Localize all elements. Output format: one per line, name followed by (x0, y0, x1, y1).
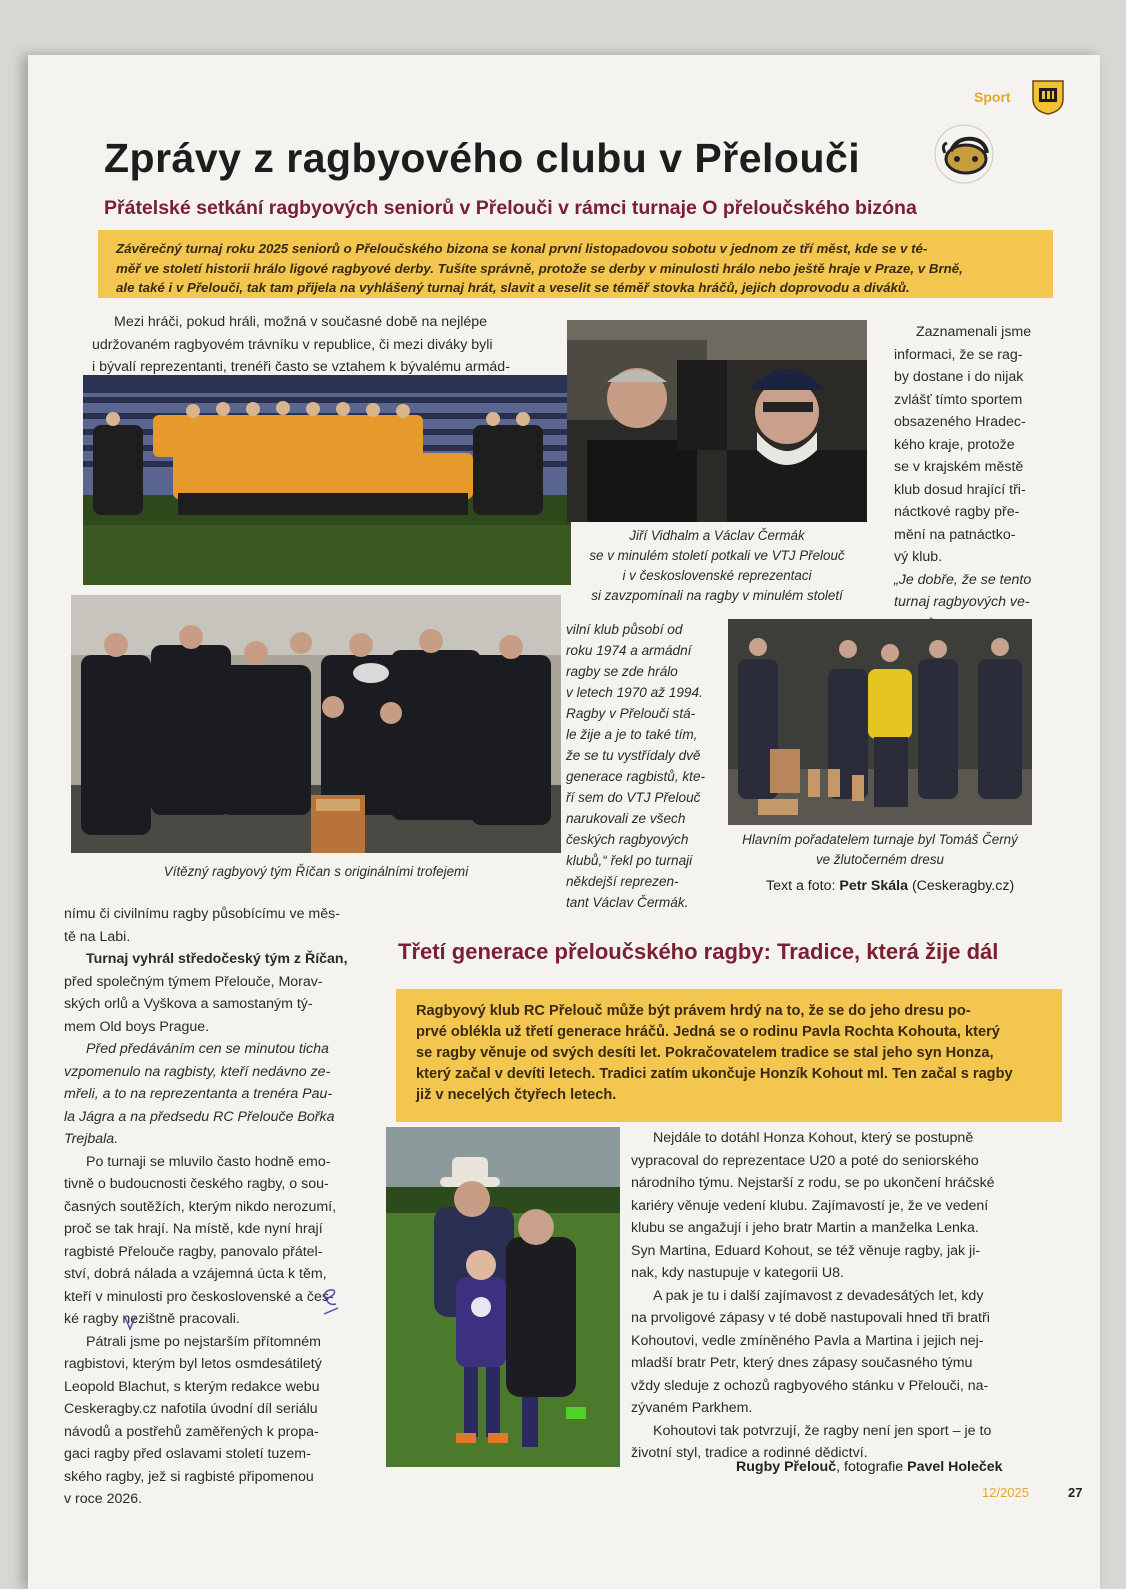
lead-box (396, 989, 1062, 1122)
text-line: národního týmu. Nejstarší z rodu, se po ukončení hráčské (631, 1175, 995, 1191)
text-line: Zaznamenali jsme (916, 324, 1032, 340)
article-subtitle: Přátelské setkání ragbyových seniorů v Přelouči v rámci turnaje O přeloučského bizóna (104, 197, 917, 219)
lead-line: měř ve století historii hrálo ligové ragbyové derby. Tušíte správně, protože se derby v minulosti hrálo nebo ještě hraje v Praze, v Brně, (116, 260, 963, 276)
credit-source: (Ceskeragby.cz) (911, 878, 1015, 894)
text-line: ragby se zde hrálo (566, 664, 678, 679)
credit-author: Petr Skála (839, 878, 908, 894)
text-line: generace ragbistů, kte- (566, 769, 706, 784)
text-line: Kohoutovi tak potvrzují, že ragby není jen sport – je to (653, 1422, 992, 1439)
section-heading: Třetí generace přeloučského ragby: Tradice, která žije dál (398, 939, 999, 964)
text-line: Nejdále to dotáhl Honza Kohout, který se postupně (653, 1130, 974, 1146)
text-line: ragbistovi, kterým byl letos osmdesátiletý (64, 1356, 322, 1372)
text-line: Po turnaji se mluvilo často hodně emo- (86, 1153, 331, 1170)
text-line: la Jágra a na předsedu RC Přelouče Bořka (64, 1108, 335, 1125)
text-line: životní styl, tradice a rodinné dědictví. (631, 1445, 868, 1461)
text-line: klub dosud hrající tři- (894, 481, 1026, 498)
text-line: Trejbala. (64, 1131, 119, 1147)
text-line: mladší bratr Petr, který dnes zápasy současného týmu (631, 1355, 973, 1371)
text-line: Ragby v Přelouči stá- (566, 706, 696, 721)
text-line: tant Václav Čermák. (566, 895, 689, 910)
text-line: udržovaném ragbyovém trávníku v republice, či mezi diváky byli (92, 336, 493, 353)
caption-line: se v minulém století potkali ve VTJ Přelouč (589, 548, 845, 563)
text-line: ragbisté Přelouče ragby, panovalo přátel- (64, 1243, 323, 1260)
lead-line: Ragbyový klub RC Přelouč může být právem hrdý na to, že se do jeho dresu po- (416, 1003, 971, 1019)
text-line: někdejší reprezen- (566, 874, 679, 889)
text-line: v roce 2026. (64, 1491, 143, 1507)
team-photo-orange (83, 375, 571, 585)
text-line: kého kraje, protože (894, 436, 1015, 453)
caption-line: ve žlutočerném dresu (815, 852, 944, 867)
text-line: mřeli, a to na reprezentanta a trenéra Pau- (64, 1086, 333, 1102)
text-line: návodů a postřehů zaměřených k propa- (64, 1423, 319, 1440)
text-line: ří sem do VTJ Přelouč (566, 790, 701, 805)
text-line: časných soutěžích, kterým nikdo nerozumí, (64, 1198, 337, 1215)
article2-credit (736, 1459, 1003, 1475)
team-caption: Vítězný ragbyový tým Říčan s originálními trofejemi (163, 864, 469, 879)
text-line: zvlášť tímto sportem (894, 391, 1023, 408)
lead-line: ale také i v Přelouči, tak tam přijela na vyhlášený turnaj hrát, slavit a veselit se téměř stovka hráčů, jejich doprovodu a diváků. (116, 280, 910, 295)
text-line: mění na patnáctko- (894, 526, 1016, 543)
caption-line: si zavzpomínali na ragby v minulém století (591, 588, 843, 603)
text-line: „Je dobře, že se tento (894, 571, 1032, 588)
text-line: mem Old boys Prague. (64, 1018, 210, 1035)
text-line: klubů,“ řekl po turnaji (566, 853, 693, 868)
text-line: by dostane i do nijak (894, 369, 1024, 385)
text-line: vilní klub působí od (566, 622, 683, 637)
lead-line: prvé oblékla už třetí generace hráčů. Jedná se o rodinu Pavla Rochta Kohouta, který (416, 1024, 1000, 1040)
winner-sentence: Turnaj vyhrál středočeský tým z Říčan, (86, 951, 348, 967)
award-caption (728, 830, 1032, 870)
page-title: Zprávy z ragbyového clubu v Přelouči (104, 135, 861, 181)
text-line: roku 1974 a armádní (566, 643, 692, 658)
text-line: vždy sleduje z ochozů ragbyového stánku v Přelouči, na- (631, 1377, 989, 1394)
text-line: ství, dobrá nálada a vzájemná úcta k těm, (64, 1266, 327, 1282)
text-line: Ceskeragby.cz nafotila úvodní díl seriálu (64, 1401, 318, 1417)
text-line: klubu se angažují i jeho bratr Martin a manželka Lenka. (631, 1220, 979, 1236)
text-line: vý klub. (894, 549, 943, 565)
text-column-left-top (92, 311, 572, 379)
text-line: obsazeného Hradec- (894, 414, 1026, 430)
text-line: Leopold Blachut, s kterým redakce webu (64, 1378, 320, 1395)
text-column-middle (566, 619, 726, 913)
credit-club: Rugby Přelouč (736, 1459, 837, 1475)
portrait-photo-two-men (567, 320, 867, 522)
text-line: turnaj ragbyových ve- (894, 594, 1030, 610)
text-line: v letech 1970 až 1994. (566, 685, 703, 700)
text-line: nak, kdy nastupuje v kategorii U8. (631, 1265, 844, 1281)
text-line: informaci, že se rag- (894, 346, 1023, 363)
caption-line: Jiří Vidhalm a Václav Čermák (629, 528, 805, 543)
text-line: gaci ragby před oslavami století tuzem- (64, 1446, 311, 1462)
caption-line: i v československé reprezentaci (622, 568, 812, 583)
lead-line: již v necelých čtyřech letech. (416, 1087, 617, 1103)
credit-photographer: Pavel Holeček (907, 1459, 1003, 1475)
handwritten-correction-mark (122, 1313, 138, 1333)
text-line: českých ragbyových (566, 832, 689, 847)
family-photo (386, 1127, 620, 1467)
text-line: narukovali ze všech (566, 811, 686, 826)
text-line: Syn Martina, Eduard Kohout, se též věnuje ragby, jak ji- (631, 1242, 981, 1259)
text-line: ského ragby, jež si ragbisté připomenou (64, 1468, 314, 1485)
handwritten-correction-mark (320, 1286, 350, 1320)
text-line: Kohoutovi, vedle zmíněného Pavla a Martina i jejich nej- (631, 1332, 984, 1349)
rugby-club-logo (933, 123, 995, 185)
magazine-page (28, 55, 1100, 1589)
credit-label: , fotografie (836, 1459, 904, 1475)
lead-box (98, 230, 1053, 298)
text-line: i bývalí reprezentanti, trenéři často se vztahem k bývalému armád- (92, 359, 510, 375)
text-line: vzpomenulo na ragbisty, kteří nedávno ze- (64, 1063, 331, 1080)
text-line: tě na Labi. (64, 928, 131, 945)
text-line: Před předáváním cen se minutou ticha (86, 1041, 329, 1057)
page-number: 27 (1068, 1485, 1083, 1500)
text-line: že se tu vystřídaly dvě (566, 748, 701, 763)
lead-line: se ragby věnuje od svých desíti let. Pokračovatelem tradice se stal jeho syn Honza, (416, 1045, 994, 1061)
text-line: proč se tak hrají. Na místě, kde nyní hrají (64, 1221, 323, 1237)
text-line: nímu či civilnímu ragby působícímu ve měs- (64, 906, 340, 922)
text-line: na prvoligové zápasy v té době nastupovali hned tři bratři (631, 1310, 990, 1326)
text-line: kteří v minulosti pro československé a čes- (64, 1288, 334, 1305)
portrait-caption (567, 526, 867, 606)
text-line: Pátrali jsme po nejstarším přítomném (86, 1333, 321, 1350)
text-line: zývaném Parkhem. (631, 1400, 753, 1416)
text-line: kariéry věnuje vedení klubu. Zajímavostí je, že ve vedení (631, 1197, 989, 1214)
text-line: ských orlů a Vyškova a samostaným tý- (64, 996, 313, 1012)
text-line: náctkové ragby pře- (894, 504, 1020, 520)
caption-line: Hlavním pořadatelem turnaje byl Tomáš Černý (742, 832, 1018, 847)
lead-line: Závěrečný turnaj roku 2025 seniorů o Přeloučského bizona se konal první listopadovou sobotu v jednom ze tří měst, kde se v té- (116, 241, 928, 256)
town-crest-icon (1031, 79, 1065, 115)
text-line: vypracoval do reprezentace U20 a poté do seniorského (631, 1152, 979, 1169)
credit-prefix: Text a foto: (766, 878, 836, 894)
lead-line: který začal v devíti letech. Tradici zatím ukončuje Honzík Kohout ml. Ten začal s ragby (416, 1066, 1013, 1082)
text-line: ké ragby nezištně pracovali. (64, 1311, 240, 1327)
text-line: se v krajském městě (894, 459, 1024, 475)
text-line: le žije a je to také tím, (566, 727, 698, 742)
text-column-article2 (631, 1127, 1051, 1465)
issue-date: 12/2025 (982, 1485, 1029, 1500)
photo-credit (766, 878, 1014, 894)
text-line: A pak je tu i další zajímavost z devadesátých let, kdy (653, 1287, 984, 1304)
team-photo-ricany (71, 595, 561, 853)
award-ceremony-photo (728, 619, 1032, 825)
section-label: Sport (974, 89, 1011, 105)
text-column-left-bottom (64, 903, 378, 1511)
text-line: Mezi hráči, pokud hráli, možná v současné době na nejlépe (114, 314, 488, 330)
text-line: tivně o budoucnosti českého ragby, o sou- (64, 1176, 329, 1192)
text-line: před společným týmem Přelouče, Morav- (64, 973, 323, 990)
